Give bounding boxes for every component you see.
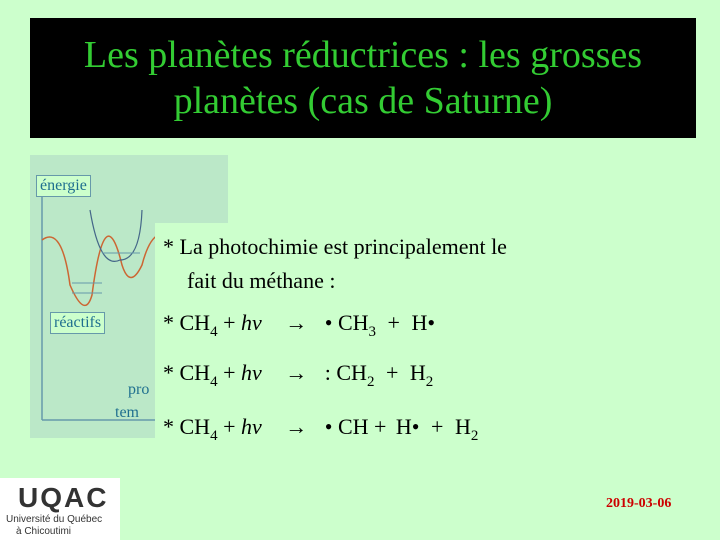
reaction-2-photon: hν (240, 360, 262, 385)
reaction-1-radical-dot: • (324, 310, 333, 335)
intro-line-1: * La photochimie est principalement le (163, 234, 507, 259)
reaction-1-arrow: → (285, 310, 308, 335)
reaction-3-product-1: CH + (337, 414, 387, 439)
title-line-2: planètes (cas de Saturne) (173, 80, 553, 122)
logo-line-2: à Chicoutimi (16, 526, 72, 537)
uqac-logo (0, 478, 120, 540)
reaction-3-reactant: $CH_4$ (179, 414, 218, 444)
reactants-label: réactifs (50, 312, 105, 334)
reaction-1-product-1: $CH_3$ (337, 310, 377, 340)
reaction-1-product-2: H• (411, 310, 436, 335)
reaction-3-product-2: H• (395, 414, 420, 439)
reaction-3-radical-dot: • (324, 414, 333, 439)
reaction-3-plus: + (223, 414, 236, 439)
reaction-3-photon: hν (240, 414, 262, 439)
logo-mark: UQAC (18, 482, 109, 513)
second-curve (90, 210, 142, 261)
date-label: 2019-03-06 (606, 496, 672, 511)
reaction-text-box (155, 223, 622, 467)
reaction-3-star: * (163, 414, 174, 439)
reaction-1-plus-2: + (387, 310, 400, 335)
reaction-2-star: * (163, 360, 174, 385)
reaction-2-plus: + (223, 360, 236, 385)
reaction-2-arrow: → (285, 360, 308, 385)
reaction-2-reactant: $CH_4$ (179, 360, 218, 390)
temperature-label-fragment: tem (115, 404, 139, 421)
reaction-3-plus-2: + (431, 414, 444, 439)
reaction-1-star: * (163, 310, 174, 335)
products-label-fragment: pro (128, 381, 150, 398)
reaction-1-photon: hν (240, 310, 262, 335)
reaction-2 (163, 360, 434, 390)
reaction-2-product-2: $H_2$ (409, 360, 434, 390)
reaction-2-carbene-colon: : (324, 360, 331, 385)
logo-line-1: Université du Québec (6, 514, 103, 525)
reaction-2-product-1: $CH_2$ (336, 360, 375, 390)
reaction-3 (163, 414, 479, 444)
reaction-3-product-3: $H_2$ (454, 414, 479, 444)
reaction-2-plus-2: + (385, 360, 399, 385)
reaction-1 (163, 310, 436, 340)
reaction-1-plus: + (223, 310, 236, 335)
title-line-1: Les planètes réductrices : les grosses (83, 34, 643, 76)
energy-label: énergie (36, 175, 91, 197)
reaction-3-arrow: → (285, 414, 308, 439)
intro-line-2: fait du méthane : (187, 268, 336, 293)
title-banner (30, 18, 696, 138)
reaction-1-reactant: $CH_4$ (179, 310, 218, 340)
